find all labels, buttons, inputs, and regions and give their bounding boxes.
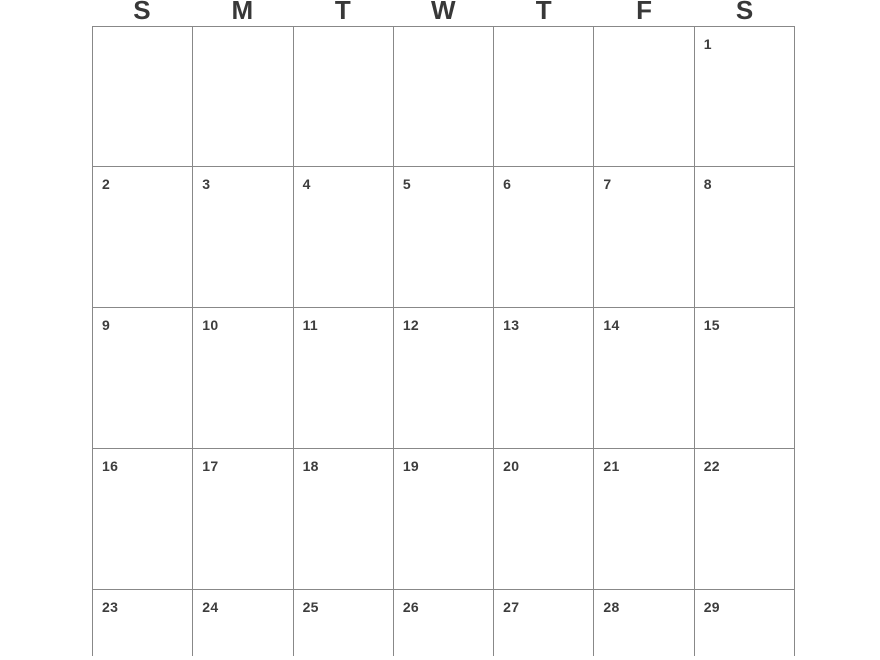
day-cell	[494, 27, 594, 167]
weekday-label: S	[735, 0, 754, 25]
day-cell	[594, 449, 694, 590]
day-cell	[193, 308, 293, 449]
day-cell	[594, 27, 694, 167]
day-cell	[494, 167, 594, 308]
day-cell	[193, 27, 293, 167]
day-cell	[695, 590, 795, 656]
day-number: 23	[102, 599, 119, 615]
day-number: 8	[703, 176, 712, 192]
day-cell	[294, 27, 394, 167]
day-cell	[394, 449, 494, 590]
weekday-label: M	[231, 0, 254, 25]
month-grid	[92, 26, 795, 656]
day-number: 6	[503, 176, 512, 192]
day-cell	[394, 308, 494, 449]
day-number: 21	[603, 458, 620, 474]
day-number: 10	[202, 317, 219, 333]
weekday-label: W	[430, 0, 456, 25]
day-number: 11	[302, 317, 318, 333]
day-number: 13	[503, 317, 520, 333]
day-cell	[294, 308, 394, 449]
day-number: 29	[703, 599, 720, 615]
weekday-header-row	[92, 0, 795, 25]
day-cell	[695, 308, 795, 449]
day-cell	[594, 308, 694, 449]
day-cell	[193, 449, 293, 590]
day-number: 15	[703, 317, 720, 333]
day-number: 12	[402, 317, 420, 333]
day-number: 26	[402, 599, 420, 615]
day-number: 2	[102, 176, 111, 192]
day-number: 14	[603, 317, 620, 333]
weekday-label: F	[636, 0, 653, 25]
day-cell	[93, 449, 193, 590]
day-cell	[193, 167, 293, 308]
day-cell	[394, 167, 494, 308]
day-cell	[93, 27, 193, 167]
day-number: 19	[402, 458, 420, 474]
day-number: 24	[202, 599, 219, 615]
page-bottom-cut	[0, 656, 880, 660]
day-cell	[193, 590, 293, 656]
day-cell	[294, 590, 394, 656]
day-number: 17	[202, 458, 219, 474]
day-cell	[394, 27, 494, 167]
day-number: 20	[503, 458, 520, 474]
day-number: 27	[503, 599, 520, 615]
day-cell	[494, 590, 594, 656]
day-cell	[93, 590, 193, 656]
weekday-label: T	[334, 0, 352, 25]
day-cell	[294, 449, 394, 590]
day-cell	[294, 167, 394, 308]
day-number: 5	[402, 176, 411, 192]
day-number: 22	[703, 458, 720, 474]
weekday-label: T	[535, 0, 553, 25]
day-cell	[494, 449, 594, 590]
day-cell	[494, 308, 594, 449]
day-number: 3	[202, 176, 211, 192]
day-number: 16	[102, 458, 119, 474]
day-number: 9	[102, 317, 111, 333]
day-cell	[594, 590, 694, 656]
day-cell	[695, 27, 795, 167]
day-cell	[93, 308, 193, 449]
day-number: 1	[703, 36, 712, 52]
day-number: 7	[603, 176, 612, 192]
day-cell	[695, 449, 795, 590]
day-cell	[594, 167, 694, 308]
day-number: 25	[302, 599, 319, 615]
day-number: 4	[302, 176, 311, 192]
day-number: 18	[302, 458, 319, 474]
day-cell	[93, 167, 193, 308]
weekday-label: S	[133, 0, 152, 25]
day-cell	[394, 590, 494, 656]
day-number: 28	[603, 599, 620, 615]
day-cell	[695, 167, 795, 308]
